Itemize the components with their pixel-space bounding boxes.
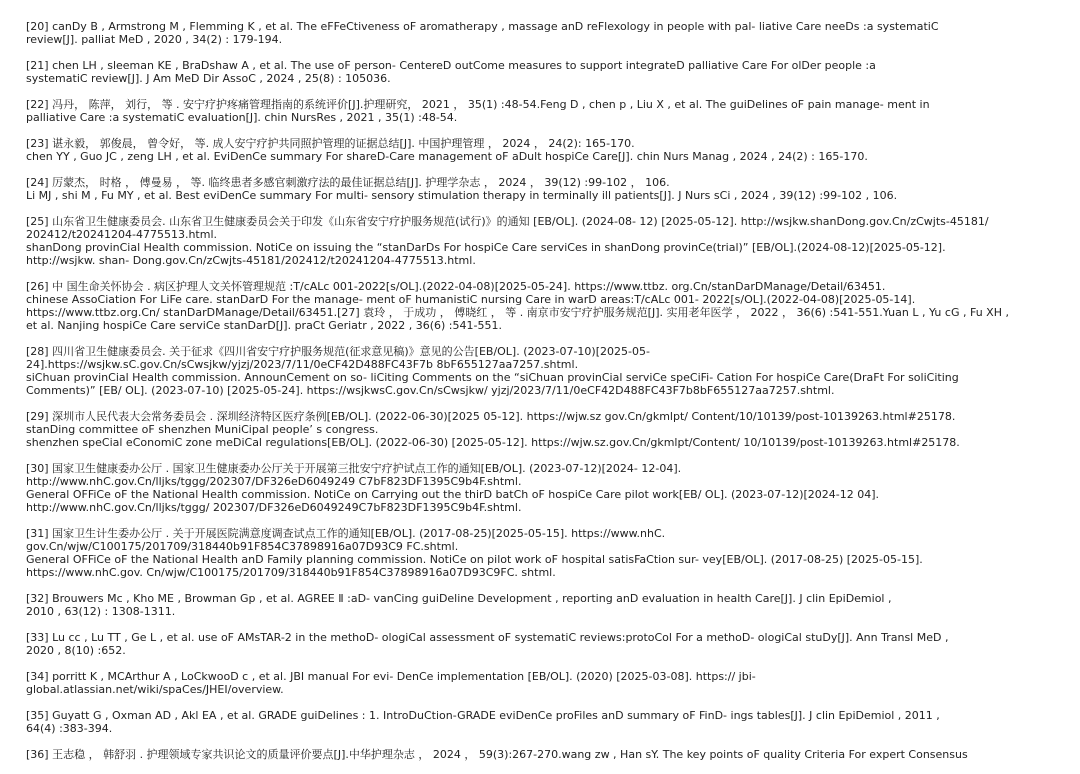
reference-30: [30] 国家卫生健康委办公厅 . 国家卫生健康委办公厅关于开展第三批安宁疗护试点工作的通知[EB/OL]. (2023-07-12)[2024- 12-04]. http://www.nhC.gov.Cn/lljks/tggg/202307/DF326eD6049249 C7bF823DF1395C9b4F.shtml. General OFFiCe oF the National Health commission. NotiCe on Carrying out the thirD batCh oF hospiCe Care pilot work[EB/ OL]. (2023-07-12)[2024-12 04]. http://www.nhC.gov.Cn/lljks/tggg/ 202307/DF326eD6049249C7bF823DF1395C9b4F.shtml. [26, 462, 880, 514]
reference-list [26, 7, 1060, 774]
reference-22: [22] 冯丹， 陈萍， 刘行， 等 . 安宁疗护疼痛管理指南的系统评价[J].护理研究， 2021 ， 35(1) :48-54.Feng D , chen p , Liu X , et al. The guiDelines oF pain manage- ment in palliative Care :a systematiC evaluation[J]. chin NursRes , 2021 , 35(1) :48-54. [26, 98, 930, 124]
reference-28: [28] 四川省卫生健康委员会. 关于征求《四川省安宁疗护服务规范(征求意见稿)》意见的公告[EB/OL]. (2023-07-10)[2025-05- 24].https://wsjkw.sC.gov.Cn/sCwsjkw/yjzj/2023/7/11/0eCF42D488FC43F7b 8bF655127aa7257.shtml. siChuan provinCial Health commission. AnnounCement on so- liCiting Comments on the “siChuan provinCial serviCe speCiFi- Cation For hospiCe Care(DraFt For soliCiting Comments)” [EB/ OL]. (2023-07-10) [2025-05-24]. https://wsjkwsC.gov.Cn/sCwsjkw/ yjzj/2023/7/11/0eCF42D488FC43F7b8bF655127aa7257.shtml. [26, 345, 959, 397]
reference-29: [29] 深圳市人民代表大会常务委员会 . 深圳经济特区医疗条例[EB/OL]. (2022-06-30)[2025 05-12]. https://wjw.sz gov.Cn/gkmlpt/ Content/10/10139/post-10139263.html#25178. stanDing committee oF shenzhen MuniCipal people’ s congress. shenzhen speCial eConomiC zone meDiCal regulations[EB/OL]. (2022-06-30) [2025-05-12]. https://wjw.sz.gov.Cn/gkmlpt/Content/ 10/10139/post-10139263.html#25178. [26, 410, 960, 449]
reference-25: [25] 山东省卫生健康委员会. 山东省卫生健康委员会关于印发《山东省安宁疗护服务规范(试行)》的通知 [EB/OL]. (2024-08- 12) [2025-05-12]. http://wsjkw.shanDong.gov.Cn/zCwjts-45181/ 202412/t20241204-4775513.html. shanDong provinCial Health commission. NotiCe on issuing the “stanDarDs For hospiCe Care serviCes in shanDong provinCe(trial)” [EB/OL].(2024-08-12)[2025-05-12]. http://wsjkw. shan- Dong.gov.Cn/zCwjts-45181/202412/t20241204-4775513.html. [26, 215, 989, 267]
reference-23: [23] 谌永毅， 郭俊晨， 曾令好， 等. 成人安宁疗护共同照护管理的证据总结[J]. 中国护理管理 ， 2024 ， 24(2): 165-170. chen YY , Guo JC , zeng LH , et al. EviDenCe summary For shareD-Care management oF aDult hospiCe Care[J]. chin Nurs Manag , 2024 , 24(2) : 165-170. [26, 137, 868, 163]
reference-36: [36] 王志稳 ， 韩舒羽 . 护理领域专家共识论文的质量评价要点[J].中华护理杂志 ， 2024 ， 59(3):267-270.wang zw , Han sY. The key points oF quality Criteria For expert Consensus [26, 748, 968, 761]
reference-32: [32] Brouwers Mc , Kho ME , Browman Gp , et al. AGREE Ⅱ :aD- vanCing guiDeline Development , reporting anD evaluation in health Care[J]. J clin EpiDemiol , 2010 , 63(12) : 1308-1311. [26, 592, 892, 618]
reference-33: [33] Lu cc , Lu TT , Ge L , et al. use oF AMsTAR-2 in the methoD- ologiCal assessment oF systematiC reviews:protoCol For a methoD- ologiCal stuDy[J]. Ann Transl MeD , 2020 , 8(10) :652. [26, 631, 949, 657]
reference-20: [20] canDy B , Armstrong M , Flemming K , et al. The eFFeCtiveness oF aromatherapy , massage anD reFlexology in people with pal- liative Care neeDs :a systematiC review[J]. palliat MeD , 2020 , 34(2) : 179-194. [26, 20, 939, 46]
reference-31: [31] 国家卫生计生委办公厅 . 关于开展医院满意度调查试点工作的通知[EB/OL]. (2017-08-25)[2025-05-15]. https://www.nhC. gov.Cn/wjw/C100175/201709/318440b91F854C37898916a07D93C9 FC.shtml. General OFFiCe oF the National Health anD Family planning commission. NotiCe on pilot work oF hospital satisFaCtion sur- vey[EB/OL]. (2017-08-25) [2025-05-15]. https://www.nhC.gov. Cn/wjw/C100175/201709/318440b91F854C37898916a07D93C9FC. shtml. [26, 527, 923, 579]
reference-34: [34] porritt K , MCArthur A , LoCkwooD c , et al. JBI manual For evi- DenCe implementation [EB/OL]. (2020) [2025-03-08]. https:// jbi- global.atlassian.net/wiki/spaCes/JHEI/overview. [26, 670, 756, 696]
reference-24: [24] 厉蒙杰， 时格 ， 傅曼易 ， 等. 临终患者多感官刺激疗法的最佳证据总结[J]. 护理学杂志 ， 2024 ， 39(12) :99-102 ， 106. Li MJ , shi M , Fu MY , et al. Best eviDenCe summary For multi- sensory stimulation therapy in terminally ill patients[J]. J Nurs sCi , 2024 , 39(12) :99-102 , 106. [26, 176, 898, 202]
reference-26-27: [26] 中 国生命关怀协会 . 病区护理人文关怀管理规范 :T/cALc 001-2022[s/OL].(2022-04-08)[2025-05-24]. https://www.ttbz. org.Cn/stanDarDManage/Detail/63451. chinese AssoCiation For LiFe care. stanDarD For the manage- ment oF humanistiC nursing Care in warD areas:T/cALc 001- 2022[s/OL].(2022-04-08)[2025-05-14]. https://www.ttbz.org.Cn/ stanDarDManage/Detail/63451.[27] 袁玲 ， 于成功 ， 傅晓红 ， 等 . 南京市安宁疗护服务规范[J]. 实用老年医学 ， 2022 ， 36(6) :541-551.Yuan L , Yu cG , Fu XH , et al. Nanjing hospiCe Care serviCe stanDarD[J]. praCt Geriatr , 2022 , 36(6) :541-551. [26, 280, 1009, 332]
reference-21: [21] chen LH , sleeman KE , BraDshaw A , et al. The use oF person- CentereD outCome measures to support integrateD palliative Care For olDer people :a systematiC review[J]. J Am MeD Dir AssoC , 2024 , 25(8) : 105036. [26, 59, 876, 85]
reference-35: [35] Guyatt G , Oxman AD , Akl EA , et al. GRADE guiDelines : 1. IntroDuCtion-GRADE eviDenCe proFiles anD summary oF FinD- ings tables[J]. J clin EpiDemiol , 2011 , 64(4) :383-394. [26, 709, 940, 735]
